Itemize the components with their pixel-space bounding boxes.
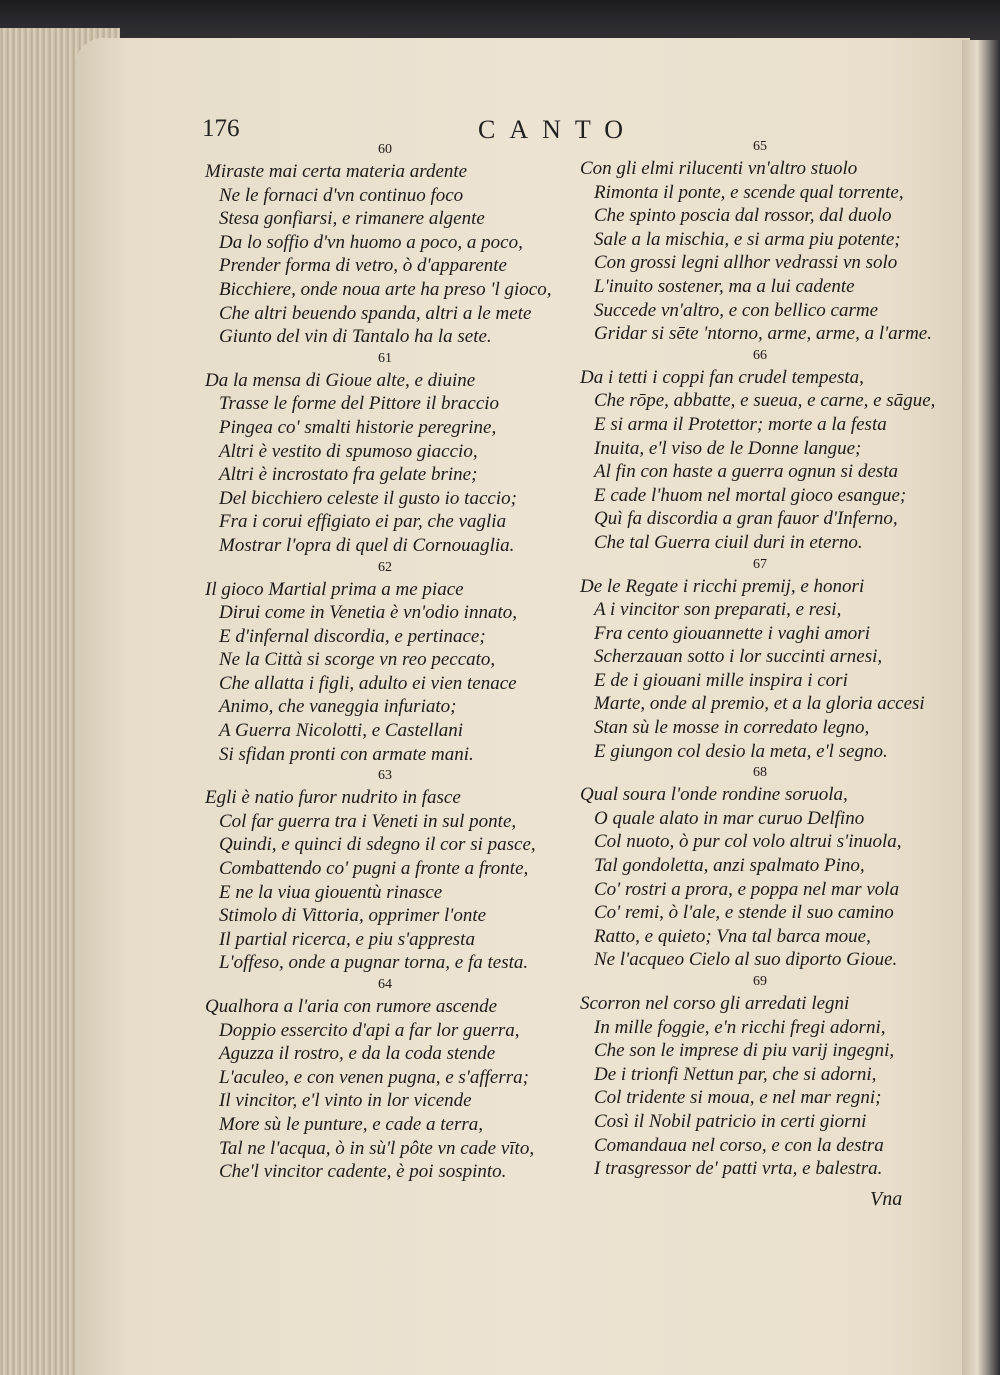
verse-line: Ne le fornaci d'vn continuo foco <box>219 184 464 206</box>
verse-line: Il gioco Martial prima a me piace <box>205 578 464 600</box>
verse-line: Dirui come in Venetia è vn'odio innato, <box>219 602 517 624</box>
verse-line: E d'infernal discordia, e pertinace; <box>219 625 486 647</box>
verse-line: De le Regate i ricchi premij, e honori <box>580 575 865 597</box>
stanza-number: 63 <box>378 768 392 784</box>
verse-line: Gridar si sēte 'ntorno, arme, arme, a l'arme. <box>594 323 932 345</box>
stanza-number: 64 <box>378 977 392 992</box>
verse-line: Comandaua nel corso, e con la destra <box>594 1134 884 1156</box>
verse-line: A Guerra Nicolotti, e Castellani <box>219 720 464 742</box>
stanza-number: 68 <box>753 765 767 781</box>
verse-line: Animo, che vaneggia infuriato; <box>219 696 457 718</box>
stanza-number: 69 <box>753 974 767 989</box>
verse-line: Che rōpe, abbatte, e sueua, e carne, e sāgue, <box>594 390 936 412</box>
verse-line: Che tal Guerra ciuil duri in eterno. <box>594 531 863 553</box>
verse-line: Fra i corui effigiato ei par, che vaglia <box>219 511 507 533</box>
verse-line: Al fin con haste a guerra ognun si desta <box>594 461 898 483</box>
verse-line: Qualhora a l'aria con rumore ascende <box>205 996 498 1017</box>
verse-line: A i vincitor son preparati, e resi, <box>594 599 842 621</box>
verse-line: Da lo soffio d'vn huomo a poco, a poco, <box>219 231 523 253</box>
verse-line: O quale alato in mar curuo Delfino <box>594 807 865 829</box>
verse-line: Co' remi, ò l'ale, e stende il suo camino <box>594 902 894 924</box>
verse-line: Ne l'acqueo Cielo al suo diporto Gioue. <box>594 949 898 971</box>
running-head: CANTO <box>478 115 638 144</box>
verse-line: Prender forma di vetro, ò d'apparente <box>219 255 507 277</box>
verse-line: Fra cento giouannette i vaghi amori <box>594 622 870 644</box>
stanza-number: 65 <box>753 139 767 154</box>
verse-line: Il partial ricerca, e piu s'appresta <box>219 928 475 950</box>
verse-line: Giunto del vin di Tantalo ha la sete. <box>219 326 492 348</box>
verse-line: Co' rostri a prora, e poppa nel mar vola <box>594 878 900 900</box>
verse-line: Che altri beuendo spanda, altri a le mete <box>219 302 532 324</box>
verse-line: Qual soura l'onde rondine soruola, <box>580 784 848 806</box>
verse-line: Quindi, e quinci di sdegno il cor si pasce, <box>219 834 536 856</box>
verse-line: Quì fa discordia a gran fauor d'Inferno, <box>594 508 898 530</box>
verse-line: Egli è natio furor nudrito in fasce <box>205 787 461 809</box>
verse-line: Succede vn'altro, e con bellico carme <box>594 299 879 321</box>
verse-line: Stimolo di Vittoria, opprimer l'onte <box>219 905 487 927</box>
verse-line: Si sfidan pronti con armate mani. <box>219 743 474 765</box>
verse-line: Col far guerra tra i Veneti in sul ponte, <box>219 810 517 832</box>
verse-line: Col tridente si moua, e nel mar regni; <box>594 1087 882 1109</box>
verse-line: Bicchiere, onde noua arte ha preso 'l gioco, <box>219 278 552 300</box>
page-number: 176 <box>202 115 240 142</box>
verse-line: Col nuoto, ò pur col volo altrui s'inuola, <box>594 831 902 853</box>
verse-line: De i trionfi Nettun par, che si adorni, <box>594 1063 877 1085</box>
verse-line: Inuita, e'l viso de le Donne langue; <box>594 437 862 459</box>
verse-line: E cade l'huom nel mortal gioco esangue; <box>594 484 907 506</box>
stanza-number: 60 <box>378 142 392 157</box>
verse-line: More sù le punture, e cade a terra, <box>219 1113 484 1135</box>
verse-line: L'aculeo, e con venen pugna, e s'afferra; <box>219 1066 529 1088</box>
catchword: Vna <box>870 1188 903 1210</box>
verse-line: L'offeso, onde a pugnar torna, e fa testa. <box>219 952 529 974</box>
verse-line: Sale a la mischia, e si arma piu potente; <box>594 228 901 250</box>
verse-line: Con grossi legni allhor vedrassi vn solo <box>594 252 898 274</box>
verse-line: Del bicchiero celeste il gusto io taccio; <box>219 487 517 509</box>
verse-line: Trasse le forme del Pittore il braccio <box>219 393 500 415</box>
verse-line: Combattendo co' pugni a fronte a fronte, <box>219 858 529 880</box>
verse-line: I trasgressor de' patti vrta, e balestra. <box>594 1158 883 1180</box>
verse-line: Che'l vincitor cadente, è poi sospinto. <box>219 1161 507 1183</box>
verse-line: Da la mensa di Gioue alte, e diuine <box>205 369 476 391</box>
stanza-number: 67 <box>753 556 767 572</box>
stanza-number: 66 <box>753 347 767 363</box>
verse-line: Che son le imprese di piu varij ingegni, <box>594 1040 895 1062</box>
verse-line: Ratto, e quieto; Vna tal barca moue, <box>594 925 871 947</box>
stanza-number: 61 <box>378 350 392 366</box>
verse-line: Altri è incrostato fra gelate brine; <box>219 464 478 486</box>
verse-line: Miraste mai certa materia ardente <box>205 161 468 182</box>
verse-line: Tal ne l'acqua, ò in sù'l pôte vn cade vīto, <box>219 1137 535 1159</box>
verse-line: Doppio essercito d'api a far lor guerra, <box>219 1019 520 1041</box>
verse-line: Tal gondoletta, anzi spalmato Pino, <box>594 855 865 877</box>
verse-line: E giungon col desio la meta, e'l segno. <box>594 740 888 762</box>
verse-line: Marte, onde al premio, et a la gloria accesi <box>594 693 925 715</box>
verse-line: Ne la Città si scorge vn reo peccato, <box>219 649 496 671</box>
verse-line: E ne la viua giouentù rinasce <box>219 881 443 903</box>
verse-line: Rimonta il ponte, e scende qual torrente, <box>594 181 904 203</box>
verse-line: Scorron nel corso gli arredati legni <box>580 993 850 1014</box>
stanza-number: 62 <box>378 559 392 575</box>
verse-line: Scherzauan sotto i lor succinti arnesi, <box>594 646 883 668</box>
verse-line: Così il Nobil patricio in certi giorni <box>594 1110 867 1132</box>
verse-line: E si arma il Protettor; morte a la festa <box>594 413 887 435</box>
verse-line: Stan sù le mosse in corredato legno, <box>594 717 870 739</box>
verse-line: Pingea co' smalti historie peregrine, <box>219 416 497 438</box>
verse-line: Aguzza il rostro, e da la coda stende <box>219 1043 496 1065</box>
verse-line: In mille foggie, e'n ricchi fregi adorni, <box>594 1016 886 1038</box>
verse-line: Altri è vestito di spumoso giaccio, <box>219 440 478 462</box>
right-column <box>580 137 950 1181</box>
verse-line: Da i tetti i coppi fan crudel tempesta, <box>580 366 864 388</box>
verse-line: Stesa gonfiarsi, e rimanere algente <box>219 208 485 230</box>
verse-line: Con gli elmi rilucenti vn'altro stuolo <box>580 158 858 179</box>
facing-page-edge <box>962 40 1000 1375</box>
verse-line: E de i giouani mille inspira i cori <box>594 669 848 691</box>
verse-line: L'inuito sostener, ma a lui cadente <box>594 275 855 297</box>
verse-line: Che spinto poscia dal rossor, dal duolo <box>594 205 892 227</box>
verse-line: Che allatta i figli, adulto ei vien tenace <box>219 672 517 694</box>
verse-line: Mostrar l'opra di quel di Cornouaglia. <box>219 534 515 556</box>
left-column <box>205 140 575 1184</box>
verse-line: Il vincitor, e'l vinto in lor vicende <box>219 1090 472 1112</box>
